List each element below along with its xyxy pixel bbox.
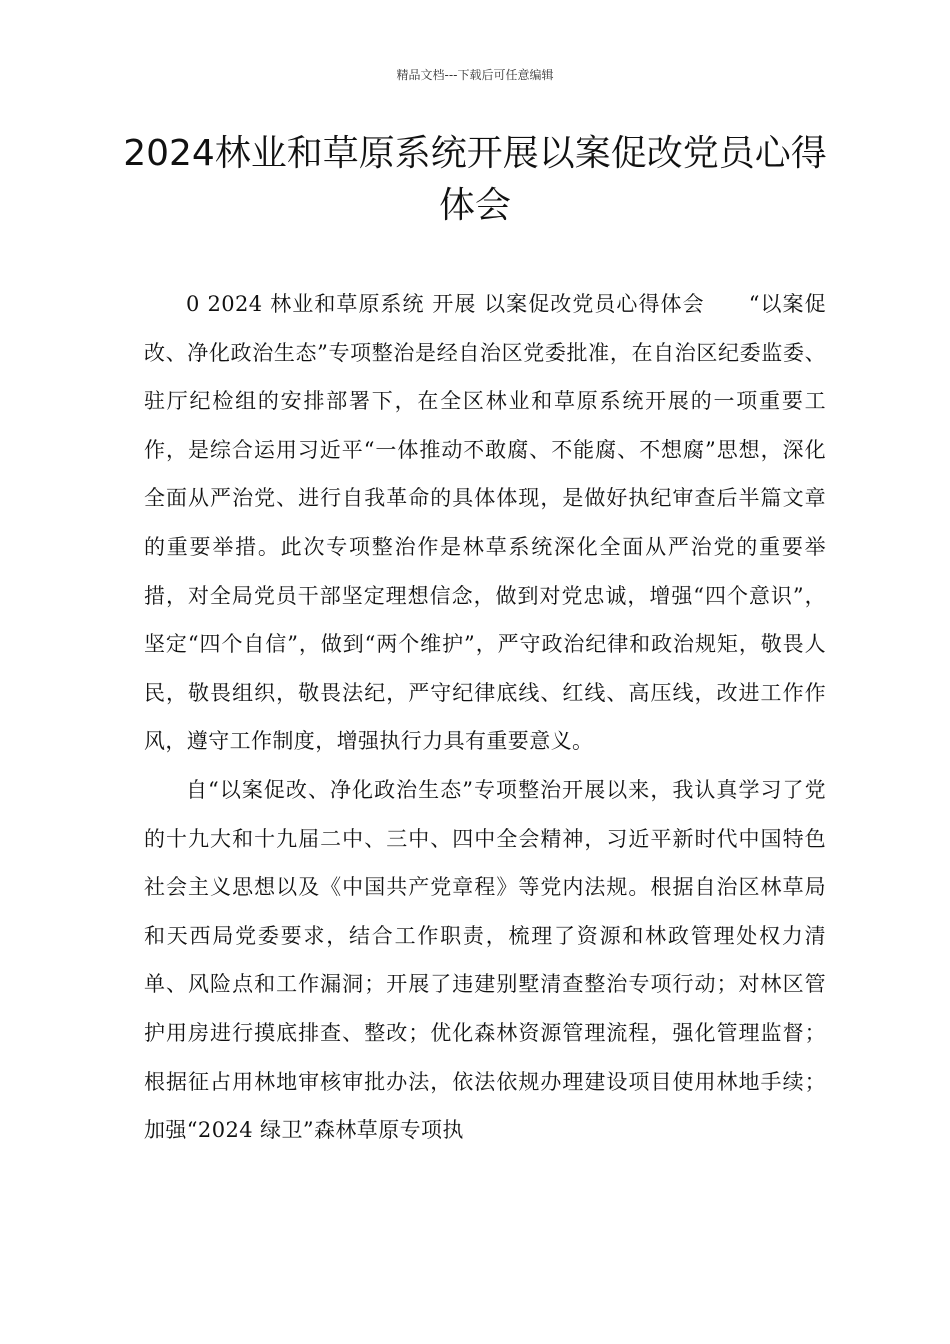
document-body <box>144 280 826 1155</box>
header-note: 精品文档---下载后可任意编辑 <box>396 68 554 82</box>
paragraph-2: 自“以案促改、净化政治生态”专项整治开展以来，我认真学习了党的十九大和十九届二中、三中、四中全会精神，习近平新时代中国特色社会主义思想以及《中国共产党章程》等党内法规。根据自治区林草局和天西局党委要求，结合工作职责，梳理了资源和林政管理处权力清单、风险点和工作漏洞；开展了违建别墅清查整治专项行动；对林区管护用房进行摸底排查、整改；优化森林资源管理流程，强化管理监督；根据征占用林地审核审批办法，依法依规办理建设项目使用林地手续；加强“2024 绿卫”森林草原专项执 <box>144 777 826 1143</box>
document-title: 2024林业和草原系统开展以案促改党员心得体会 <box>123 133 827 226</box>
paragraph-1: 0 2024 林业和草原系统 开展 以案促改党员心得体会 “以案促改、净化政治生态”专项整治是经自治区党委批准，在自治区纪委监委、驻厅纪检组的安排部署下，在全区林业和草原系统开展的一项重要工作，是综合运用习近平“一体推动不敢腐、不能腐、不想腐”思想，深化全面从严治党、进行自我革命的具体体现，是做好执纪审查后半篇文章的重要举措。此次专项整治作是林草系统深化全面从严治党的重要举措，对全局党员干部坚定理想信念，做到对党忠诚，增强“四个意识”，坚定“四个自信”，做到“两个维护”，严守政治纪律和政治规矩，敬畏人民，敬畏组织，敬畏法纪，严守纪律底线、红线、高压线，改进工作作风，遵守工作制度，增强执行力具有重要意义。 <box>144 292 826 754</box>
